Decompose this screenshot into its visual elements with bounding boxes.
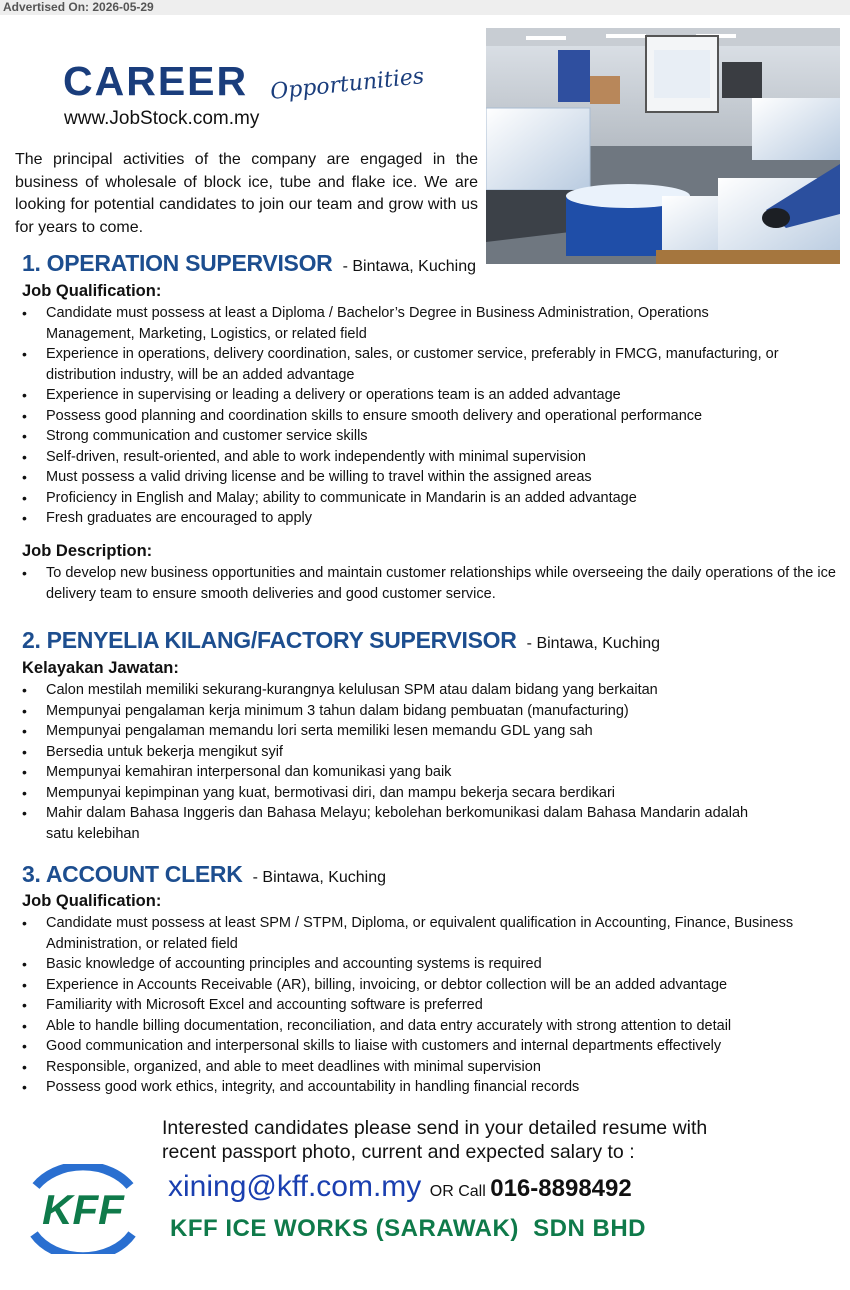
job-1-title <box>22 250 476 277</box>
job-2-qualification-heading: Kelayakan Jawatan: <box>22 659 179 677</box>
list-item: • Basic knowledge of accounting principles and accounting systems is required <box>22 954 842 975</box>
list-item: • Mahir dalam Bahasa Inggeris dan Bahasa Melayu; kebolehan berkomunikasi dalam Bahasa Mandarin adalah satu kelebihan <box>22 803 776 844</box>
jobstock-url[interactable]: www.JobStock.com.my <box>64 108 260 129</box>
job-3-qualification-heading: Job Qualification: <box>22 892 162 910</box>
job-3-location: - Bintawa, Kuching <box>252 869 387 886</box>
list-item: • Possess good work ethics, integrity, and accountability in handling financial records <box>22 1077 842 1098</box>
list-item: • Good communication and interpersonal skills to liaise with customers and internal departments effectively <box>22 1036 842 1057</box>
contact-line <box>168 1170 632 1204</box>
apply-line-2: recent passport photo, current and expected salary to : <box>162 1141 635 1163</box>
list-item: • Able to handle billing documentation, reconciliation, and data entry accurately with strong attention to detail <box>22 1016 842 1037</box>
list-item: • Mempunyai kemahiran interpersonal dan komunikasi yang baik <box>22 762 842 783</box>
job-2-title <box>22 627 660 654</box>
list-item: • Bersedia untuk bekerja mengikut syif <box>22 742 842 763</box>
list-item: • Calon mestilah memiliki sekurang-kurangnya kelulusan SPM atau dalam bidang yang berkaitan <box>22 680 842 701</box>
job-1-title-text: 1. OPERATION SUPERVISOR <box>22 250 333 276</box>
list-item: • To develop new business opportunities and maintain customer relationships while overseeing the daily operations of the ice delivery team to ensure smooth deliveries and good customer service. <box>22 563 842 604</box>
list-item: • Responsible, organized, and able to meet deadlines with minimal supervision <box>22 1057 842 1078</box>
job-2-location: - Bintawa, Kuching <box>526 635 661 652</box>
career-logo-text: CAREER <box>63 58 249 104</box>
or-call-label: OR Call <box>429 1183 486 1200</box>
list-item: • Self-driven, result-oriented, and able to work independently with minimal supervision <box>22 447 842 468</box>
job-2-title-text: 2. PENYELIA KILANG/FACTORY SUPERVISOR <box>22 627 517 653</box>
kff-logo <box>22 1164 144 1254</box>
list-item: • Mempunyai kepimpinan yang kuat, bermotivasi diri, dan mampu bekerja secara berdikari <box>22 783 842 804</box>
job-1-qualification-list <box>22 303 842 529</box>
job-1-description-heading: Job Description: <box>22 542 153 560</box>
job-3-title-text: 3. ACCOUNT CLERK <box>22 861 243 887</box>
list-item: • Experience in supervising or leading a delivery or operations team is an added advantage <box>22 385 842 406</box>
list-item: • Fresh graduates are encouraged to apply <box>22 508 842 529</box>
job-3-title <box>22 861 386 888</box>
list-item: • Candidate must possess at least a Diploma / Bachelor’s Degree in Business Administration, Operations Management, Marketing, Logistics, or related field <box>22 303 776 344</box>
job-2-qualification-list <box>22 680 842 844</box>
list-item: • Must possess a valid driving license and be willing to travel within the assigned areas <box>22 467 842 488</box>
advertised-date: Advertised On: 2026-05-29 <box>0 0 850 15</box>
list-item: • Mempunyai pengalaman kerja minimum 3 tahun dalam bidang pembuatan (manufacturing) <box>22 701 842 722</box>
list-item: • Candidate must possess at least SPM / STPM, Diploma, or equivalent qualification in Accounting, Finance, Business Administration, or related field <box>22 913 806 954</box>
kff-logo-text: KFF <box>42 1186 124 1233</box>
job-1-location: - Bintawa, Kuching <box>342 258 476 275</box>
job-1-qualification-heading: Job Qualification: <box>22 282 162 300</box>
list-item: • Proficiency in English and Malay; ability to communicate in Mandarin is an added advantage <box>22 488 842 509</box>
job-3-qualification-list <box>22 913 842 1098</box>
list-item: • Possess good planning and coordination skills to ensure smooth delivery and operational performance <box>22 406 842 427</box>
contact-email[interactable]: xining@kff.com.my <box>168 1170 422 1203</box>
ice-warehouse-photo <box>486 28 840 264</box>
list-item: • Experience in operations, delivery coordination, sales, or customer service, preferably in FMCG, manufacturing, or distribution industry, will be an added advantage <box>22 344 836 385</box>
apply-instructions <box>162 1116 707 1164</box>
list-item: • Experience in Accounts Receivable (AR), billing, invoicing, or debtor collection will be an added advantage <box>22 975 842 996</box>
list-item: • Strong communication and customer service skills <box>22 426 842 447</box>
opportunities-script-text: Opportunities <box>269 64 426 105</box>
company-name: KFF ICE WORKS (SARAWAK) SDN BHD <box>170 1215 646 1242</box>
company-intro: The principal activities of the company are engaged in the business of wholesale of block ice, tube and flake ice. We are looking for potential candidates to join our team and grow with us for years to come. <box>15 151 478 236</box>
apply-line-1: Interested candidates please send in your detailed resume with <box>162 1117 708 1139</box>
contact-phone[interactable]: 016-8898492 <box>490 1175 632 1202</box>
job-1-description-list <box>22 563 842 604</box>
list-item: • Mempunyai pengalaman memandu lori serta memiliki lesen memandu GDL yang sah <box>22 721 842 742</box>
list-item: • Familiarity with Microsoft Excel and accounting software is preferred <box>22 995 842 1016</box>
